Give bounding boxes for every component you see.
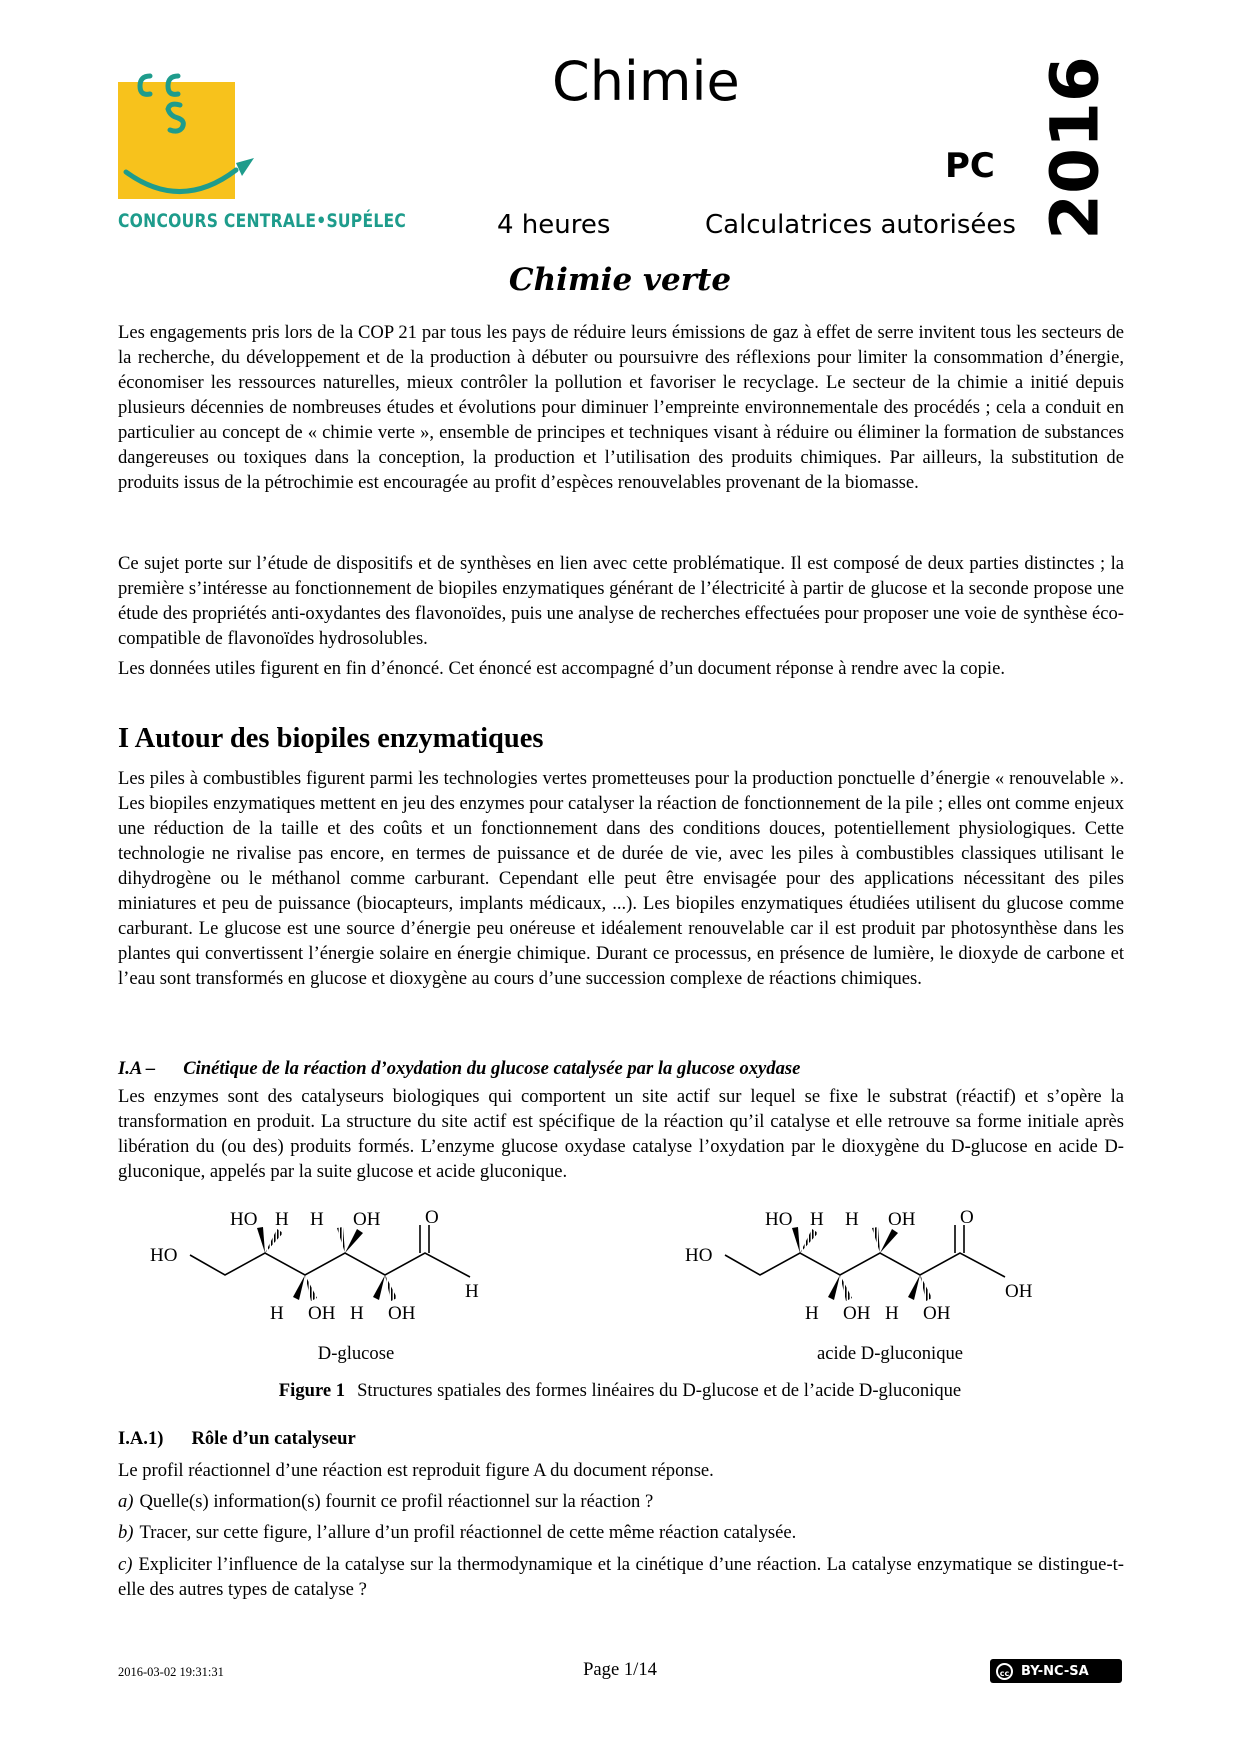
question-item — [118, 1520, 1124, 1545]
intro-paragraph: Les données utiles figurent en fin d’énoncé. Cet énoncé est accompagné d’un document réponse à rendre avec la copie. — [118, 658, 1005, 679]
molecule-caption: acide D-gluconique — [816, 1343, 964, 1364]
subsection-label: I.A – — [118, 1058, 156, 1079]
item-text: Tracer, sur cette figure, l’allure d’un profil réactionnel de cette même réaction catalysée. — [139, 1522, 797, 1543]
molecule-caption: D-glucose — [317, 1343, 395, 1364]
exam-subject: Chimie — [552, 50, 740, 113]
calculator-policy: Calculatrices autorisées — [705, 210, 1016, 240]
item-label: a) — [118, 1491, 134, 1512]
figure-label: Figure 1 — [278, 1380, 346, 1401]
license-badge — [990, 1659, 1122, 1683]
atom-label: OH — [888, 1209, 916, 1230]
logo-icon — [118, 60, 278, 210]
page-number: Page 1/14 — [583, 1659, 657, 1680]
item-label: b) — [118, 1522, 134, 1543]
exam-track: PC — [945, 146, 995, 186]
atom-label: OH — [923, 1303, 951, 1324]
atom-label: H — [275, 1209, 289, 1230]
atom-label: HO — [150, 1245, 178, 1266]
exam-year: 2016 — [1036, 56, 1114, 240]
subsection-title — [118, 1058, 800, 1080]
atom-label: H — [465, 1281, 479, 1302]
atom-label: H — [350, 1303, 364, 1324]
figure-caption — [0, 1380, 1240, 1402]
item-text: Quelle(s) information(s) fournit ce profil réactionnel sur la réaction ? — [139, 1491, 654, 1512]
atom-label: H — [270, 1303, 284, 1324]
exam-duration: 4 heures — [497, 210, 611, 240]
atom-label: H — [310, 1209, 324, 1230]
atom-label: H — [885, 1303, 899, 1324]
atom-label: H — [805, 1303, 819, 1324]
figure-caption-text: Structures spatiales des formes linéaires du D-glucose et de l’acide D-gluconique — [357, 1380, 962, 1401]
intro-paragraph: Ce sujet porte sur l’étude de dispositifs et de synthèses en lien avec cette problématique. Il est composé de deux parties distinctes ; la première s’intéresse au fonctionnement de biopiles enzymatiques générant de l’électricité à partir de glucose et la seconde propose une étude des propriétés anti-oxydantes des flavonoïdes, puis une analyse de recherches effectuées pour proposer une voie de synthèse éco-compatible de flavonoïdes hydrosolubles. — [118, 553, 1124, 649]
question-label: I.A.1) — [118, 1428, 164, 1449]
atom-label: H — [845, 1209, 859, 1230]
molecule-figure — [130, 1195, 1130, 1345]
atom-label: HO — [685, 1245, 713, 1266]
logo-text: CONCOURS CENTRALE•SUPÉLEC — [118, 210, 407, 232]
item-label: c) — [118, 1554, 133, 1575]
atom-label: HO — [230, 1209, 258, 1230]
atom-label: H — [810, 1209, 824, 1230]
question-item — [118, 1489, 1124, 1514]
document-title: Chimie verte — [508, 262, 732, 298]
footer-timestamp: 2016-03-02 19:31:31 — [118, 1665, 224, 1679]
gluconic-acid-structure — [685, 1207, 1033, 1324]
question-item — [118, 1552, 1124, 1602]
subsection-heading: Cinétique de la réaction d’oxydation du glucose catalysée par la glucose oxydase — [183, 1058, 801, 1079]
atom-label: O — [425, 1207, 439, 1228]
section-paragraph: Les piles à combustibles figurent parmi les technologies vertes prometteuses pour la production ponctuelle d’énergie « renouvelable ». Les biopiles enzymatiques mettent en jeu des enzymes pour catalyser la réaction de fonctionnement de la pile ; elles ont comme enjeux une réduction de la taille et des coûts et un fonctionnement dans des conditions douces, potentiellement physiologiques. Cette technologie ne rivalise pas encore, en termes de puissance et de durée de vie, avec les piles à combustibles classiques utilisant le dihydrogène ou le méthanol comme carburant. Cependant elle peut être envisagée pour des applications nécessitant des piles miniatures et peu de puissance (biocapteurs, implants médicaux, ...). Les biopiles enzymatiques étudiées utilisent du glucose comme carburant. Le glucose est une source d’énergie peu onéreuse et idéalement renouvelable car il est produit par photosynthèse dans les plantes qui convertissent l’énergie solaire en énergie chimique. Durant ce processus, en présence de lumière, le dioxyde de carbone et l’eau sont transformés en glucose et dioxygène au cours d’une succession complexe de réactions chimiques. — [118, 768, 1124, 989]
glucose-structure — [150, 1207, 479, 1324]
atom-label: HO — [765, 1209, 793, 1230]
subsection-paragraph: Les enzymes sont des catalyseurs biologiques qui comportent un site actif sur lequel se fixe le substrat (réactif) et s’opère la transformation en produit. La structure du site actif est spécifique de la réaction qu’il catalyse et elle retrouve sa forme initiale après libération du (ou des) produits formés. L’enzyme glucose oxydase catalyse l’oxydation par le dioxygène du D-glucose en acide D-gluconique, appelés par la suite glucose et acide gluconique. — [118, 1086, 1124, 1182]
atom-label: OH — [308, 1303, 336, 1324]
atom-label: OH — [843, 1303, 871, 1324]
atom-label: OH — [388, 1303, 416, 1324]
intro-paragraph: Les engagements pris lors de la COP 21 par tous les pays de réduire leurs émissions de gaz à effet de serre invitent tous les secteurs de la recherche, du développement et de la production à débuter ou poursuivre des réflexions pour limiter la consommation d’énergie, économiser les ressources naturelles, mieux contrôler la pollution et favoriser le recyclage. Le secteur de la chimie a initié depuis plusieurs décennies de nombreuses études et évolutions pour diminuer l’empreinte environnementale des procédés ; cela a conduit en particulier au concept de « chimie verte », ensemble de principes et techniques visant à réduire ou éliminer la formation de substances dangereuses ou toxiques dans la conception, la production et l’utilisation des produits chimiques. Par ailleurs, la substitution de produits issus de la pétrochimie est encouragée au profit d’espèces renouvelables provenant de la biomasse. — [118, 322, 1124, 493]
license-text: BY-NC-SA — [1021, 1663, 1089, 1679]
question-heading: Rôle d’un catalyseur — [191, 1428, 356, 1449]
atom-label: O — [960, 1207, 974, 1228]
question-intro: Le profil réactionnel d’une réaction est reproduit figure A du document réponse. — [118, 1460, 714, 1481]
creative-commons-icon: cc — [996, 1663, 1013, 1680]
atom-label: OH — [353, 1209, 381, 1230]
section-title: I Autour des biopiles enzymatiques — [118, 723, 544, 754]
item-text: Expliciter l’influence de la catalyse sur la thermodynamique et la cinétique d’une réaction. La catalyse enzymatique se distingue-t-elle des autres types de catalyse ? — [118, 1554, 1124, 1600]
atom-label: OH — [1005, 1281, 1033, 1302]
question-title — [118, 1428, 356, 1450]
